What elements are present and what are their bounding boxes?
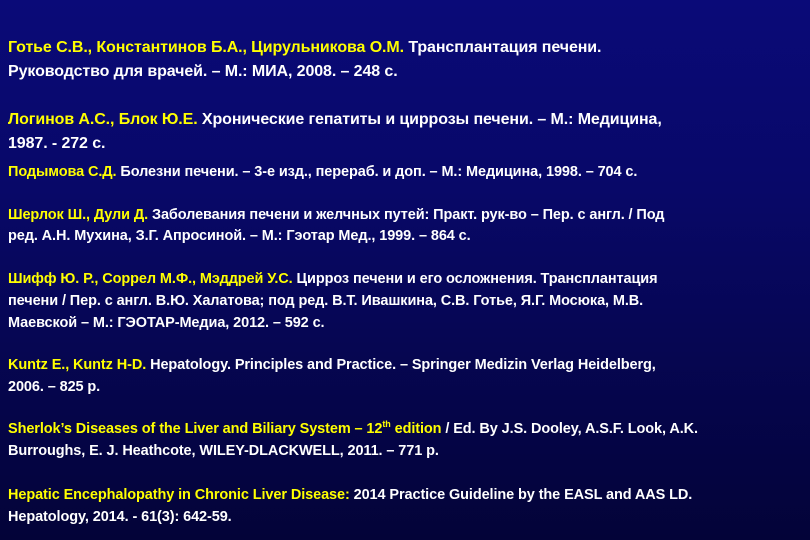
reference-line — [8, 484, 804, 506]
reference-line — [8, 268, 804, 290]
reference-line — [8, 418, 804, 440]
reference-loginov-chronic-hepatitis — [8, 108, 804, 156]
reference-schiff-cirrhosis — [8, 268, 804, 334]
reference-hepatic-encephalopathy-guideline — [8, 484, 804, 528]
reference-edition: edition — [390, 421, 442, 437]
reference-sherlock-diseases-of-liver — [8, 418, 804, 462]
reference-edition-superscript: th — [382, 419, 391, 429]
slide — [8, 0, 804, 540]
reference-editors: / Ed. By J.S. Dooley, A.S.F. Look, A.K. — [441, 421, 698, 437]
reference-description: 2014 Practice Guideline by the EASL and AAS LD. — [349, 487, 693, 503]
reference-book-title: Sherlok’s Diseases of the Liver and Biliary System – 12 — [8, 421, 383, 437]
reference-sherlock-dooley-ru — [8, 205, 804, 247]
reference-publication: ред. А.Н. Мухина, З.Г. Апросиной. – М.: Гэотар Мед., 1999. – 864 с. — [8, 228, 471, 244]
reference-line — [8, 205, 804, 226]
reference-gautier-liver-transplantation — [8, 36, 804, 84]
reference-publication: 1987. - 272 с. — [8, 135, 106, 152]
reference-editors: печени / Пер. с англ. В.Ю. Халатова; под ред. В.Т. Ивашкина, С.В. Готье, Я.Г. Мосюка, М.В. — [8, 293, 644, 309]
reference-publication: Маевской – М.: ГЭОТАР-Медиа, 2012. – 592 с. — [8, 315, 325, 331]
reference-authors: Kuntz E., Kuntz H-D. — [8, 357, 147, 373]
reference-title: Заболевания печени и желчных путей: Практ. рук-во – Пер. с англ. / Под — [148, 207, 665, 223]
reference-guideline-title: Hepatic Encephalopathy in Chronic Liver Disease: — [8, 487, 350, 503]
reference-authors: Шерлок Ш., Дули Д. — [8, 207, 149, 223]
reference-publication: Руководство для врачей. – М.: МИА, 2008. – 248 с. — [8, 63, 398, 80]
reference-line — [8, 354, 804, 376]
reference-publication: 2006. – 825 p. — [8, 379, 101, 395]
reference-kuntz-hepatology — [8, 354, 804, 398]
reference-title: Трансплантация печени. — [403, 39, 602, 56]
reference-authors: Подымова С.Д. — [8, 164, 117, 180]
reference-title: Болезни печени. – 3-е изд., перераб. и доп. – М.: Медицина, 1998. – 704 с. — [116, 164, 638, 180]
reference-title: Хронические гепатиты и циррозы печени. – М.: Медицина, — [197, 111, 662, 128]
reference-title: Hepatology. Principles and Practice. – Springer Medizin Verlag Heidelberg, — [146, 357, 656, 373]
reference-title: Цирроз печени и его осложнения. Трансплантация — [292, 271, 658, 287]
reference-authors: Шифф Ю. Р., Соррел М.Ф., Мэддрей У.С. — [8, 271, 293, 287]
reference-publication: Hepatology, 2014. - 61(3): 642-59. — [8, 509, 232, 525]
reference-line — [8, 108, 804, 132]
reference-line — [8, 162, 804, 182]
reference-publication: Burroughs, E. J. Heathcote, WILEY-DLACKWELL, 2011. – 771 p. — [8, 443, 439, 459]
reference-podymova-liver-diseases — [8, 162, 804, 182]
reference-line — [8, 36, 804, 60]
reference-authors: Готье С.В., Константинов Б.А., Цирульникова О.М. — [8, 39, 404, 56]
reference-authors: Логинов А.С., Блок Ю.Е. — [8, 111, 198, 128]
